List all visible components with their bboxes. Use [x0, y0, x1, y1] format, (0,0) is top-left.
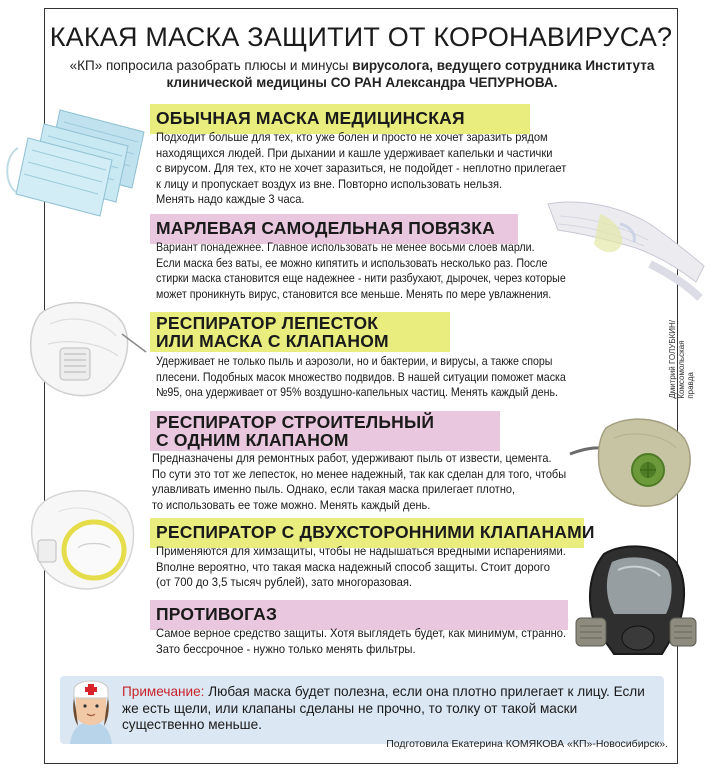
text-line: Зато бессрочное - нужно только менять фильтры.	[156, 642, 416, 656]
subtitle	[60, 57, 664, 91]
credit-line: Комсомольская	[677, 340, 686, 399]
subtitle-intro: «КП» попросила разобрать плюсы и минусы	[69, 58, 353, 73]
section-heading-petal-line1: РЕСПИРАТОР ЛЕПЕСТОК	[156, 313, 379, 333]
text-line: Вполне вероятно, что такая маска надежный способ защиты. Стоит дорого	[156, 560, 550, 574]
text-line: находящихся людей. При дыхании и кашле удерживает капельки и частички	[156, 146, 553, 160]
section-text-gauze	[156, 240, 566, 302]
text-line: может проникнуть вирус, становится все меньше. Менять по мере увлажнения.	[156, 287, 552, 301]
text-line: №95, она удерживает от 95% воздушно-капельных частиц. Менять каждый день.	[156, 386, 558, 400]
text-line: Вариант понадежнее. Главное использовать не менее восьми слоев марли.	[156, 241, 535, 254]
medical-mask-image	[4, 104, 154, 224]
subtitle-expert: вирусолога, ведущего сотрудника Института клинической медицины СО РАН Александра ЧЕПУРНОВА.	[166, 58, 655, 90]
text-line: то использовать ее тоже можно. Менять каждый день.	[152, 498, 431, 512]
valve-icon	[60, 348, 90, 380]
petal-respirator-image	[22, 294, 148, 404]
page-title: КАКАЯ МАСКА ЗАЩИТИТ ОТ КОРОНАВИРУСА?	[49, 22, 673, 52]
note-body: Любая маска будет полезна, если она плотно прилегает к лицу. Если же есть щели, или клапаны сделаны не прочно, то толку от такой маски существенно меньше.	[122, 684, 645, 732]
construction-respirator-image	[566, 408, 700, 514]
note-label: Примечание:	[122, 684, 205, 699]
text-line: к лицу и пропускает воздух из вне. Повторно использовать нельзя.	[156, 177, 503, 191]
text-line: По сути это тот же лепесток, но менее надежный, так как сделан для того, чтобы	[152, 467, 567, 481]
section-text-petal	[156, 354, 566, 401]
section-text-gas-mask	[156, 626, 566, 657]
section-text-two-valves	[156, 544, 566, 591]
section-heading-gauze: МАРЛЕВАЯ САМОДЕЛЬНАЯ ПОВЯЗКА	[156, 218, 495, 238]
text-line: (от 700 до 3,5 тысяч рублей), зато многоразовая.	[156, 576, 413, 590]
text-line: Удерживает не только пыль и аэрозоли, но и бактерии, и вирусы, а также споры	[156, 355, 553, 368]
text-line: улавливать именно пыль. Однако, если такая маска прилегает плотно,	[152, 483, 516, 497]
text-line: Предназначены для ремонтных работ, удерживают пыль от извести, цемента.	[152, 452, 552, 465]
text-line: Подходит больше для тех, кто уже болен и просто не хочет заразить рядом	[156, 131, 548, 144]
text-line: Применяются для химзащиты, чтобы не надышаться вредными испарениями.	[156, 545, 566, 558]
two-valve-respirator-image	[24, 478, 148, 598]
valve-icon	[38, 540, 56, 562]
section-text-construction	[152, 451, 566, 513]
section-text-medical-mask	[156, 130, 566, 208]
section-heading-medical-mask: ОБЫЧНАЯ МАСКА МЕДИЦИНСКАЯ	[156, 108, 465, 128]
photo-credit	[668, 320, 695, 399]
text-line: стирки маска становится еще надежнее - нити разбухают, дырочек, через которые	[156, 272, 566, 286]
credit-line: правда	[686, 372, 695, 399]
section-heading-construction-line1: РЕСПИРАТОР СТРОИТЕЛЬНЫЙ	[156, 412, 435, 432]
gauze-bandage-image	[540, 194, 710, 304]
text-line: с вирусом. Для тех, кто не хочет заразиться, не подойдет - неплотно прилегает	[156, 162, 567, 176]
gas-mask-image	[574, 540, 698, 666]
section-heading-construction-line2: С ОДНИМ КЛАПАНОМ	[156, 430, 349, 450]
text-line: плесени. Подобных масок множество подвидов. В нашей ситуации поможет маска	[156, 370, 566, 384]
section-heading-two-valves: РЕСПИРАТОР С ДВУХСТОРОННИМИ КЛАПАНАМИ	[156, 522, 595, 542]
nurse-icon	[64, 676, 118, 744]
note-text	[122, 684, 662, 734]
visor	[607, 557, 672, 614]
prepared-by: Подготовила Екатерина КОМЯКОВА «КП»-Новосибирск».	[386, 738, 668, 750]
section-heading-petal-line2: ИЛИ МАСКА С КЛАПАНОМ	[156, 331, 389, 351]
text-line: Самое верное средство защиты. Хотя выглядеть будет, как минимум, странно.	[156, 627, 567, 640]
credit-line: Дмитрий ГОЛУБКИН/	[668, 320, 677, 399]
section-heading-gas-mask: ПРОТИВОГАЗ	[156, 604, 278, 624]
text-line: Если маска без ваты, ее можно кипятить и использовать несколько раз. После	[156, 256, 548, 270]
text-line: Менять надо каждые 3 часа.	[156, 193, 305, 207]
